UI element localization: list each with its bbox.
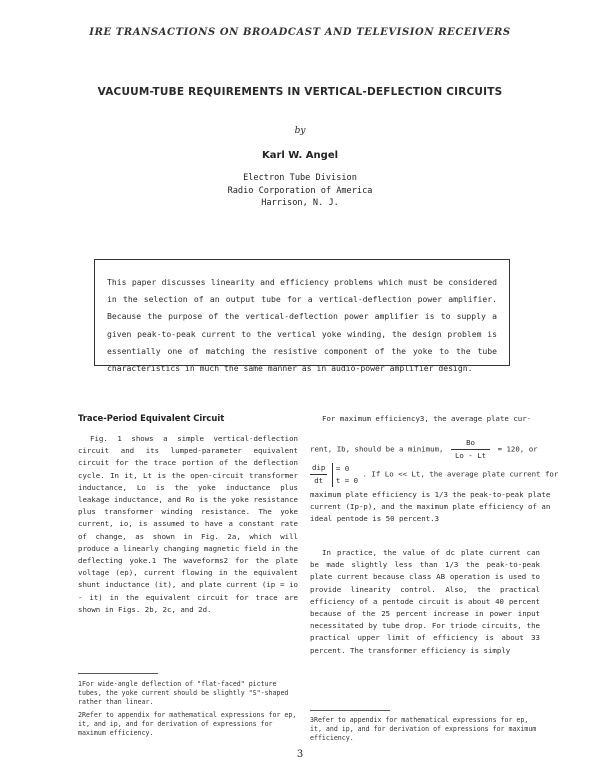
- affiliation-line: Harrison, N. J.: [261, 198, 339, 208]
- journal-header: IRE TRANSACTIONS ON BROADCAST AND TELEVISION RECEIVERS: [89, 27, 511, 38]
- fraction-numerator: dip: [310, 462, 327, 475]
- affiliation-line: Electron Tube Division: [243, 173, 357, 183]
- inline-text: = 120, or: [497, 444, 538, 454]
- inline-text: . If Lo << Lt, the average plate current for: [362, 469, 559, 479]
- section-heading: Trace-Period Equivalent Circuit: [78, 413, 225, 423]
- right-paragraph-1-line: [310, 462, 559, 487]
- footnote-3: 3Refer to appendix for mathematical expressions for ep, it, and ip, and for derivation of expressions for maximum efficiency.: [310, 716, 537, 742]
- right-paragraph-1-line: ideal pentode is 50 percent.3: [310, 514, 440, 523]
- left-column-body: Fig. 1 shows a simple vertical-deflection circuit and its lumped-parameter equivalent circuit for the trace portion of the deflection cycle. In it, Lt is the open-circuit transformer inductance, Lo is the yoke inductance plus leakage inductance, and Ro is the yoke resistance plus transformer winding resistance. The yoke current, io, is assumed to have a constant rate of change, as shown in Fig. 2a, which will produce a linearly changing magnetic field in the deflecting yoke.1 The waveforms2 for the plate voltage (ep), current flowing in the equivalent shunt inductance (it), and plate current (ip = io - it) in the equivalent circuit for trace are shown in Figs. 2b, 2c, and 2d.: [78, 434, 298, 614]
- right-paragraph-2: In practice, the value of dc plate current can be made slightly less than 1/3 the peak-to-peak plate current because class AB operation is used to provide linearity control. Also, the practical efficiency of a pentode circuit is about 40 percent because of the 25 percent increase in power input necessitated by tube drop. For triode circuits, the practical upper limit of efficiency is about 33 percent. The transformer efficiency is simply: [310, 548, 540, 655]
- paper-title: VACUUM-TUBE REQUIREMENTS IN VERTICAL-DEFLECTION CIRCUITS: [97, 86, 503, 98]
- abstract-text: This paper discusses linearity and efficiency problems which must be considered in the selection of an output tube for a vertical-deflection power amplifier. Because the purpose of the vertical-deflection power amplifier is to supply a given peak-to-peak current to the vertical yoke winding, the design problem is essentially one of matching the resistive component of the yoke to the tube characteristics in much the same manner as in audio-power amplifier design.: [107, 277, 497, 374]
- fraction-denominator: dt: [314, 476, 324, 486]
- abstract-box: [94, 259, 510, 374]
- fraction-numerator: Bo: [451, 437, 490, 450]
- footnote-2: 2Refer to appendix for mathematical expressions for ep, it, and ip, and for derivation of expressions for maximum efficiency.: [78, 711, 297, 737]
- footnote-1: 1For wide-angle deflection of "flat-faced" picture tubes, the yoke current should be slightly "S"-shaped rather than linear.: [78, 680, 289, 706]
- affiliation-line: Radio Corporation of America: [227, 185, 373, 196]
- evaluation-top: = 0: [335, 463, 350, 473]
- evaluation-bar: [332, 463, 358, 487]
- right-paragraph-1-line: current (Ip-p), and the maximum plate efficiency of an: [310, 502, 551, 511]
- footnote-rule: [310, 710, 390, 711]
- fraction: [451, 437, 490, 462]
- inline-text: rent, Ib, should be a minimum,: [310, 444, 444, 454]
- right-paragraph-1-line: For maximum efficiency3, the average plate cur-: [322, 414, 532, 423]
- author-name: Karl W. Angel: [261, 150, 339, 161]
- affiliation: [0, 172, 600, 210]
- fraction-denominator: Lo - Lt: [454, 451, 487, 461]
- right-paragraph-1-line: maximum plate efficiency is 1/3 the peak-to-peak plate: [310, 490, 551, 499]
- derivative-fraction: [310, 462, 327, 487]
- right-paragraph-1-line: [310, 437, 540, 462]
- footnote-rule: [78, 673, 158, 674]
- byline: by: [294, 126, 306, 136]
- evaluation-bottom: t = 0: [335, 475, 359, 485]
- page-number: 3: [296, 749, 304, 760]
